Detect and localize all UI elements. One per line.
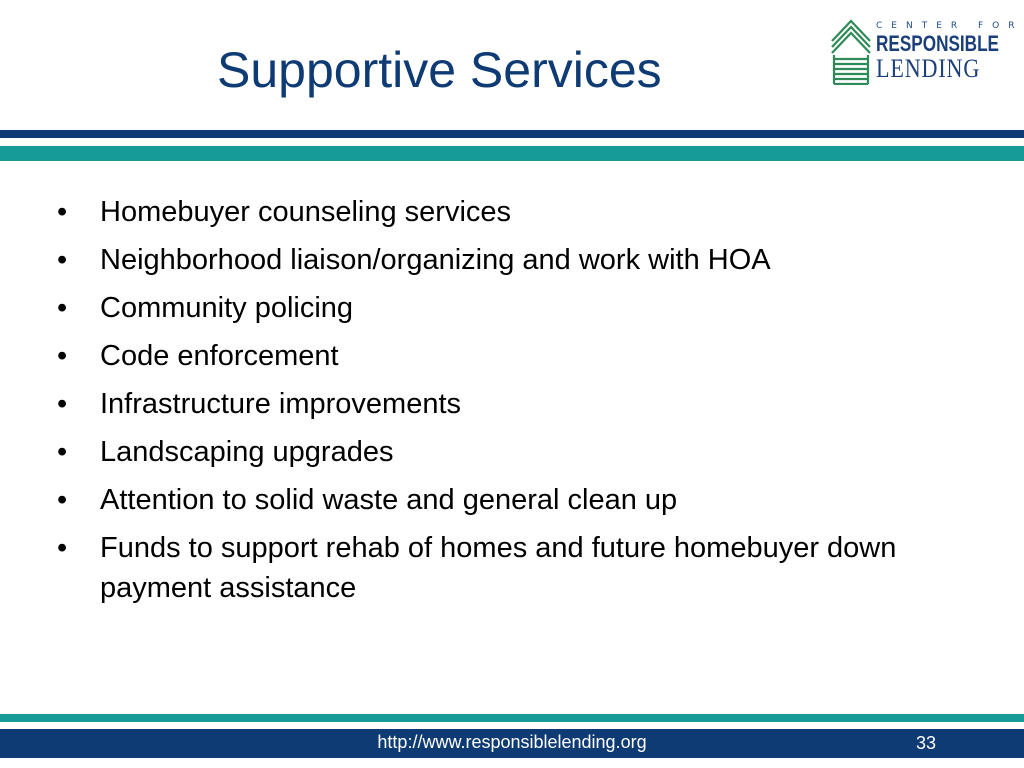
bullet-text: Attention to solid waste and general clean up — [100, 484, 678, 516]
logo-lending: LENDING — [876, 54, 981, 83]
bullet-text: Code enforcement — [100, 340, 339, 372]
bullet-marker: • — [57, 244, 68, 276]
bullet-text: Funds to support rehab of homes and future homebuyer down payment assistance — [100, 532, 897, 604]
bullet-item — [57, 384, 977, 424]
slide-title: Supportive Services — [217, 42, 662, 98]
bullet-item — [57, 336, 977, 376]
header-rule-teal — [0, 146, 1024, 161]
footer-bar — [0, 729, 1024, 758]
bullet-marker: • — [57, 340, 68, 372]
bullet-item — [57, 432, 977, 472]
logo-responsible: RESPONSIBLE — [876, 31, 1000, 56]
footer-rule-teal — [0, 714, 1024, 722]
logo-center-for: CENTER FOR — [876, 21, 1024, 31]
footer-url-link[interactable]: http://www.responsiblelending.org — [377, 732, 647, 752]
bullet-item — [57, 288, 977, 328]
bullet-marker: • — [57, 436, 68, 468]
bullet-item — [57, 240, 977, 280]
bullet-marker: • — [57, 388, 68, 420]
header-rule-navy — [0, 130, 1024, 138]
house-stripes-logo-icon — [830, 19, 872, 85]
bullet-text: Infrastructure improvements — [100, 388, 462, 420]
logo-wordmark — [876, 17, 1024, 83]
bullet-text: Landscaping upgrades — [100, 436, 394, 468]
bullet-item — [57, 528, 977, 608]
bullet-item — [57, 480, 977, 520]
bullet-list — [57, 192, 977, 616]
bullet-text: Neighborhood liaison/organizing and work with HOA — [100, 244, 771, 276]
bullet-marker: • — [57, 196, 68, 228]
bullet-text: Community policing — [100, 292, 354, 324]
bullet-item — [57, 192, 977, 232]
crl-logo — [830, 17, 1024, 87]
bullet-text: Homebuyer counseling services — [100, 196, 512, 228]
page-number: 33 — [916, 733, 937, 753]
bullet-marker: • — [57, 532, 68, 564]
bullet-marker: • — [57, 484, 68, 516]
bullet-marker: • — [57, 292, 68, 324]
